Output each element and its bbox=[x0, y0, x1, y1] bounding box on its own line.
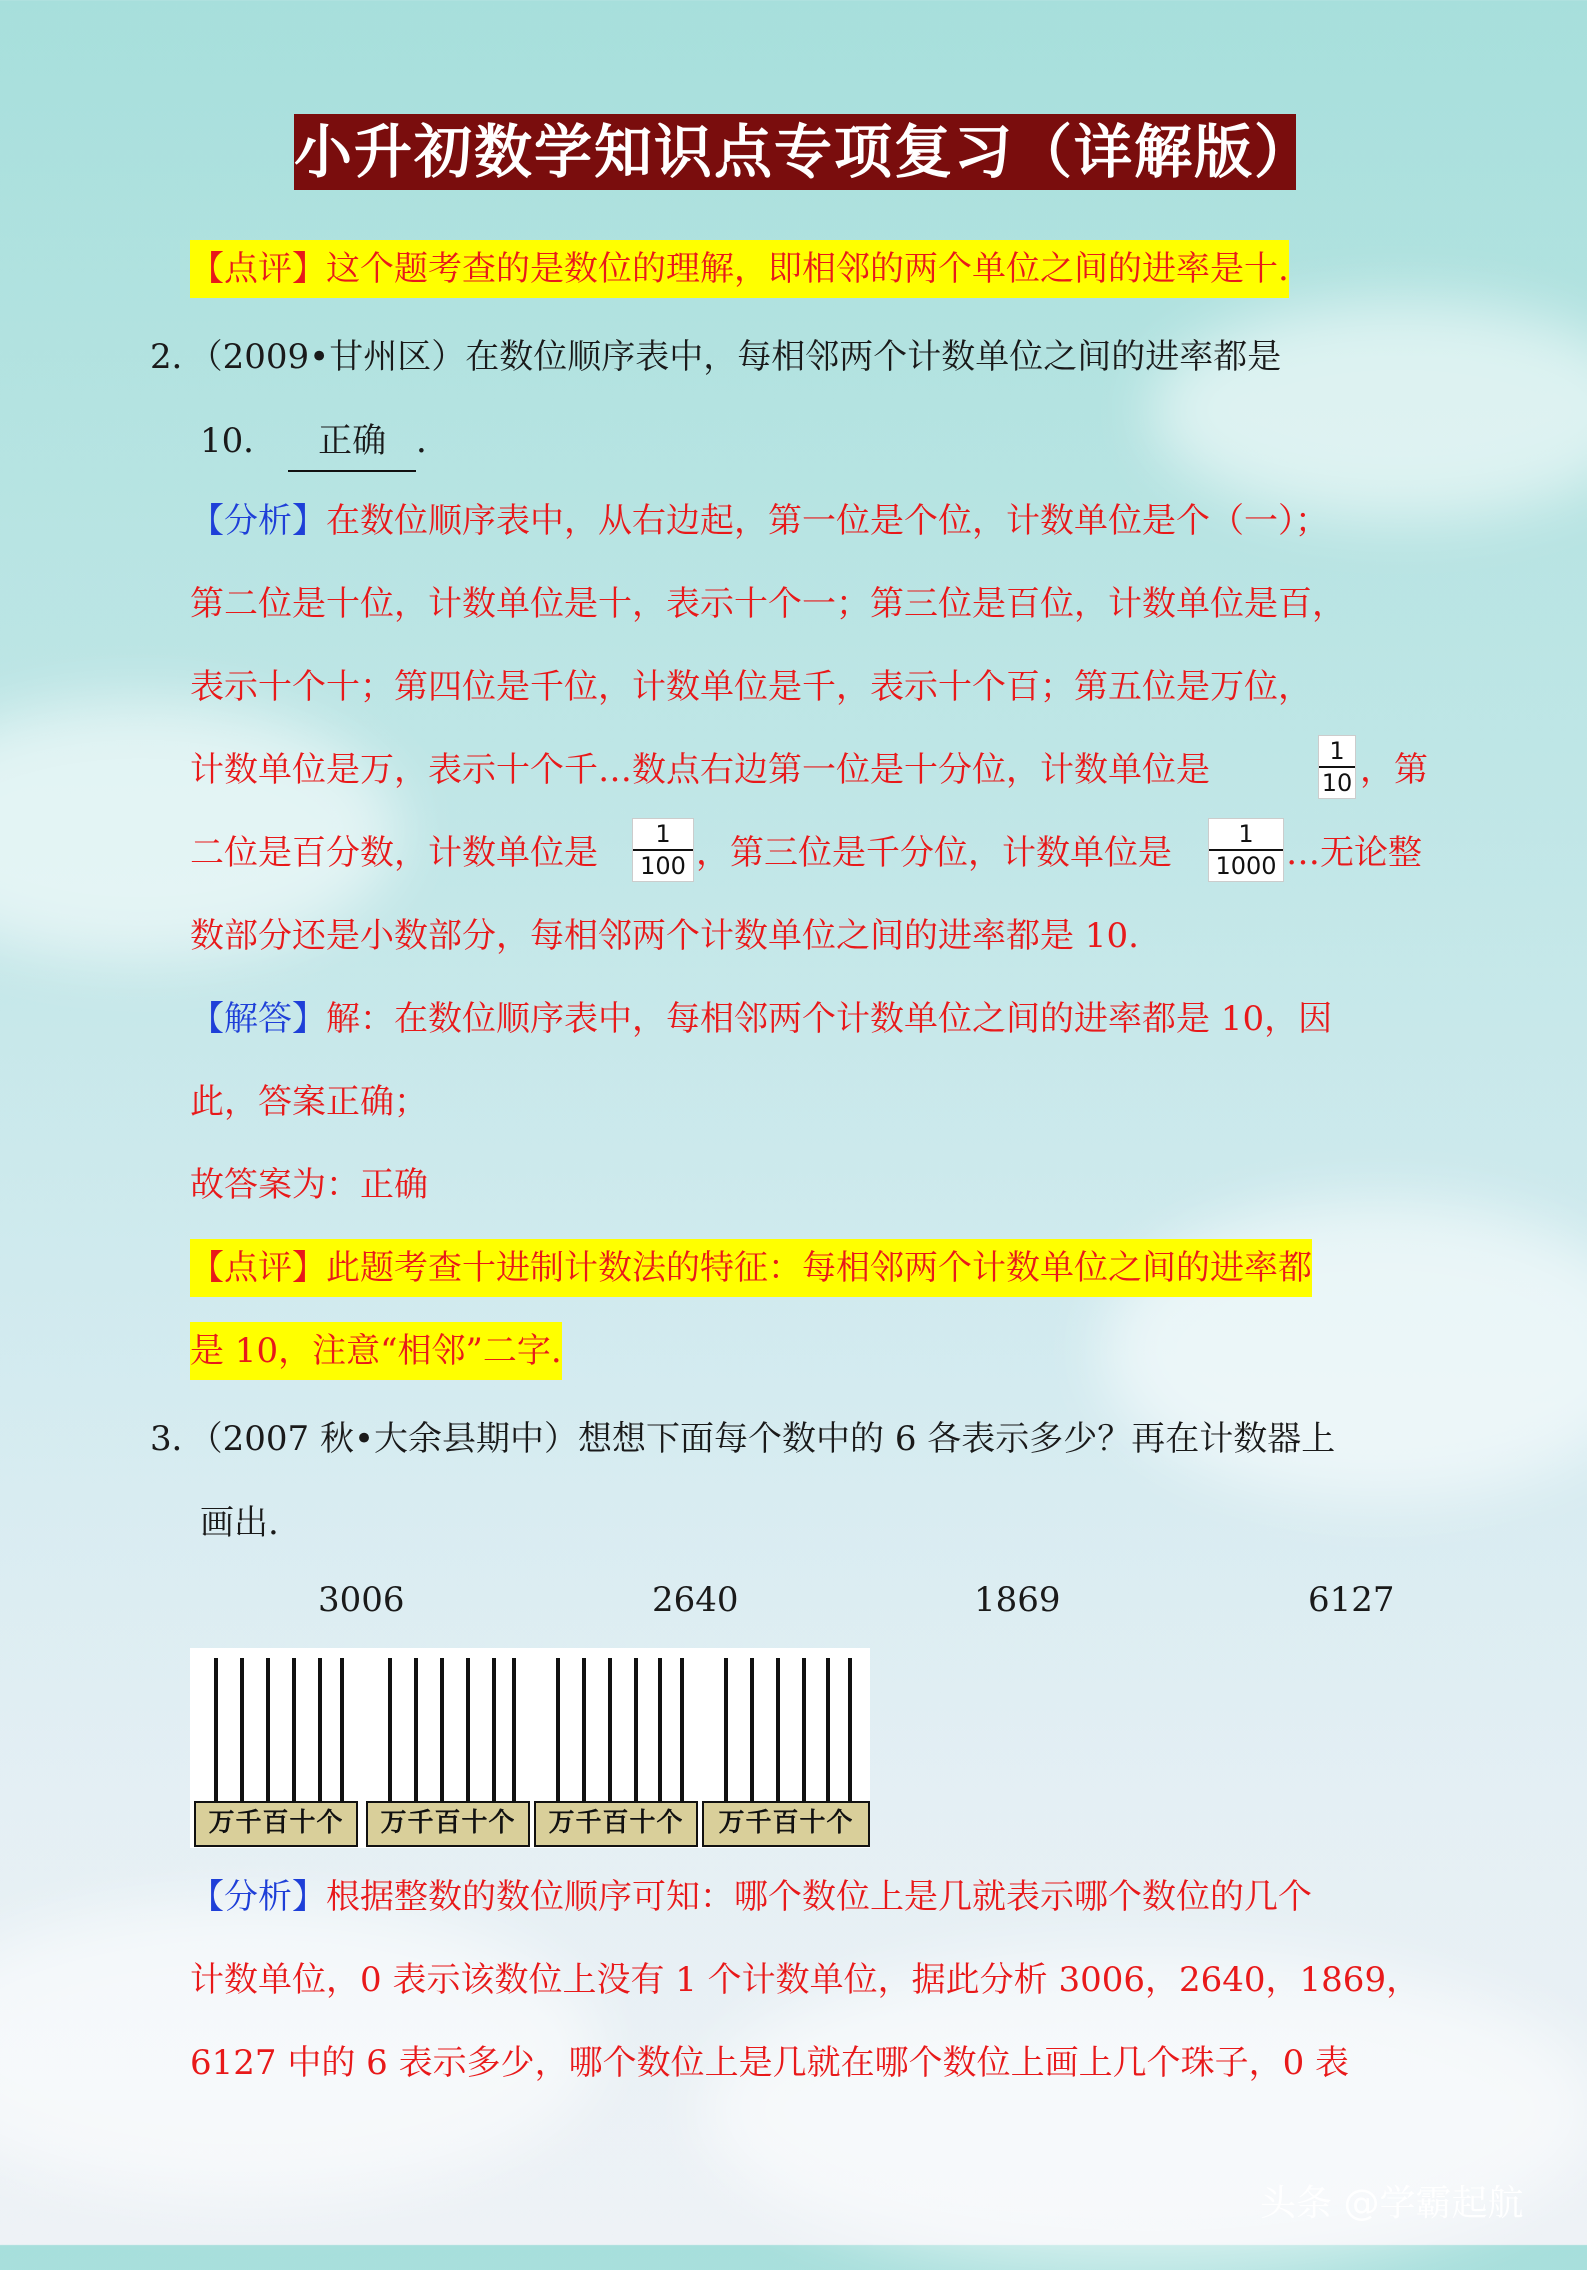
question-number: 2． bbox=[150, 337, 206, 377]
q3-analysis-line-1 bbox=[190, 1868, 1312, 1926]
stem-pre: 10． bbox=[200, 421, 278, 461]
abacus-label: 万千百十个 bbox=[534, 1801, 698, 1847]
abacus-rod bbox=[292, 1658, 296, 1808]
q2-analysis-line-5a: 二位是百分数，计数单位是 bbox=[190, 833, 598, 873]
q2-analysis-line-4 bbox=[190, 741, 1210, 799]
q2-comment-line-2: 是 10，注意“相邻”二字. bbox=[190, 1322, 562, 1380]
q2-analysis-line-5b: ，第三位是千分位，计数单位是 bbox=[696, 833, 1172, 873]
q2-analysis-line-2: 第二位是十位，计数单位是十，表示十个一；第三位是百位，计数单位是百， bbox=[190, 584, 1346, 624]
q2-analysis-line-6: 数部分还是小数部分，每相邻两个计数单位之间的进率都是 10. bbox=[190, 916, 1139, 956]
counter-abacus-group bbox=[190, 1648, 870, 1848]
answer-blank: 正确 bbox=[288, 412, 416, 472]
q2-answer-line-2: 此，答案正确； bbox=[190, 1082, 428, 1122]
abacus-rod bbox=[340, 1658, 344, 1808]
abacus-label: 万千百十个 bbox=[702, 1801, 870, 1847]
q1-comment bbox=[190, 240, 1289, 298]
abacus-rod bbox=[608, 1658, 612, 1808]
q2-answer-line-3: 故答案为：正确 bbox=[190, 1165, 428, 1205]
analysis-text: 在数位顺序表中，从右边起，第一位是个位，计数单位是个（一）； bbox=[326, 501, 1329, 541]
abacus-rod bbox=[466, 1658, 470, 1808]
abacus-rod bbox=[414, 1658, 418, 1808]
q2-stem bbox=[150, 328, 1281, 386]
analysis-tag: 【分析】 bbox=[190, 501, 326, 541]
q2-analysis-line-1 bbox=[190, 492, 1329, 550]
comment-tag: 【点评】 bbox=[190, 1248, 326, 1288]
abacus-rod bbox=[388, 1658, 392, 1808]
q2-stem-cont bbox=[200, 412, 450, 472]
number-6127: 6127 bbox=[1308, 1580, 1395, 1620]
frac-den: 1000 bbox=[1209, 849, 1283, 881]
abacus-rod bbox=[658, 1658, 662, 1808]
q2-comment-line-1 bbox=[190, 1239, 1312, 1297]
question-number: 3． bbox=[150, 1419, 206, 1459]
frac-den: 100 bbox=[633, 849, 693, 881]
fraction-1-10 bbox=[1318, 735, 1356, 799]
frac-num: 1 bbox=[1329, 737, 1345, 765]
abacus-rod bbox=[750, 1658, 754, 1808]
q2-answer-line-1 bbox=[190, 990, 1332, 1048]
frac-num: 1 bbox=[655, 820, 671, 848]
abacus-rod bbox=[440, 1658, 444, 1808]
abacus-rod bbox=[802, 1658, 806, 1808]
analysis-text: 计数单位是万，表示十个千…数点右边第一位是十分位，计数单位是 bbox=[190, 750, 1210, 790]
number-1869: 1869 bbox=[974, 1580, 1061, 1620]
abacus-rod bbox=[724, 1658, 728, 1808]
comment-tag: 【点评】 bbox=[190, 249, 326, 289]
q2-analysis-line-4-end: ，第 bbox=[1360, 750, 1428, 790]
question-stem: （2007 秋•大余县期中）想想下面每个数中的 6 各表示多少？再在计数器上 bbox=[205, 1419, 1336, 1459]
abacus-rod bbox=[318, 1658, 322, 1808]
q3-analysis-line-2: 计数单位，0 表示该数位上没有 1 个计数单位，据此分析 3006，2640，1869， bbox=[190, 1960, 1421, 2000]
fraction-1-1000 bbox=[1208, 818, 1284, 882]
comment-text: 这个题考查的是数位的理解，即相邻的两个单位之间的进率是十. bbox=[326, 249, 1289, 289]
answer-tag: 【解答】 bbox=[190, 999, 326, 1039]
abacus-rod bbox=[492, 1658, 496, 1808]
abacus-rod bbox=[266, 1658, 270, 1808]
frac-num: 1 bbox=[1238, 820, 1254, 848]
abacus-label: 万千百十个 bbox=[366, 1801, 530, 1847]
abacus-rod bbox=[582, 1658, 586, 1808]
watermark: 头条 @学霸起航 bbox=[1260, 2183, 1524, 2224]
q2-analysis-line-3: 表示十个十；第四位是千位，计数单位是千，表示十个百；第五位是万位， bbox=[190, 667, 1312, 707]
q2-analysis-line-5c: …无论整 bbox=[1286, 833, 1422, 873]
fraction-1-100 bbox=[632, 818, 694, 882]
stem-post: ． bbox=[416, 421, 451, 461]
analysis-text: 根据整数的数位顺序可知：哪个数位上是几就表示哪个数位的几个 bbox=[326, 1877, 1312, 1917]
abacus-rod bbox=[240, 1658, 244, 1808]
frac-den: 10 bbox=[1319, 766, 1355, 798]
page-title: 小升初数学知识点专项复习（详解版） bbox=[294, 114, 1296, 190]
abacus-rod bbox=[634, 1658, 638, 1808]
number-2640: 2640 bbox=[652, 1580, 739, 1620]
abacus-rod bbox=[512, 1658, 516, 1808]
q3-stem-cont: 画出. bbox=[200, 1503, 279, 1543]
analysis-tag: 【分析】 bbox=[190, 1877, 326, 1917]
abacus-rod bbox=[826, 1658, 830, 1808]
abacus-rod bbox=[848, 1658, 852, 1808]
q3-analysis-line-3: 6127 中的 6 表示多少，哪个数位上是几就在哪个数位上画上几个珠子，0 表 bbox=[190, 2043, 1350, 2083]
number-3006: 3006 bbox=[318, 1580, 405, 1620]
abacus-rod bbox=[556, 1658, 560, 1808]
answer-text: 解：在数位顺序表中，每相邻两个计数单位之间的进率都是 10，因 bbox=[326, 999, 1333, 1039]
q3-stem bbox=[150, 1410, 1335, 1468]
comment-text: 此题考查十进制计数法的特征：每相邻两个计数单位之间的进率都 bbox=[326, 1248, 1312, 1288]
question-stem: （2009•甘州区）在数位顺序表中，每相邻两个计数单位之间的进率都是 bbox=[205, 337, 1282, 377]
abacus-label: 万千百十个 bbox=[194, 1801, 358, 1847]
abacus-rod bbox=[776, 1658, 780, 1808]
abacus-rod bbox=[214, 1658, 218, 1808]
abacus-rod bbox=[680, 1658, 684, 1808]
